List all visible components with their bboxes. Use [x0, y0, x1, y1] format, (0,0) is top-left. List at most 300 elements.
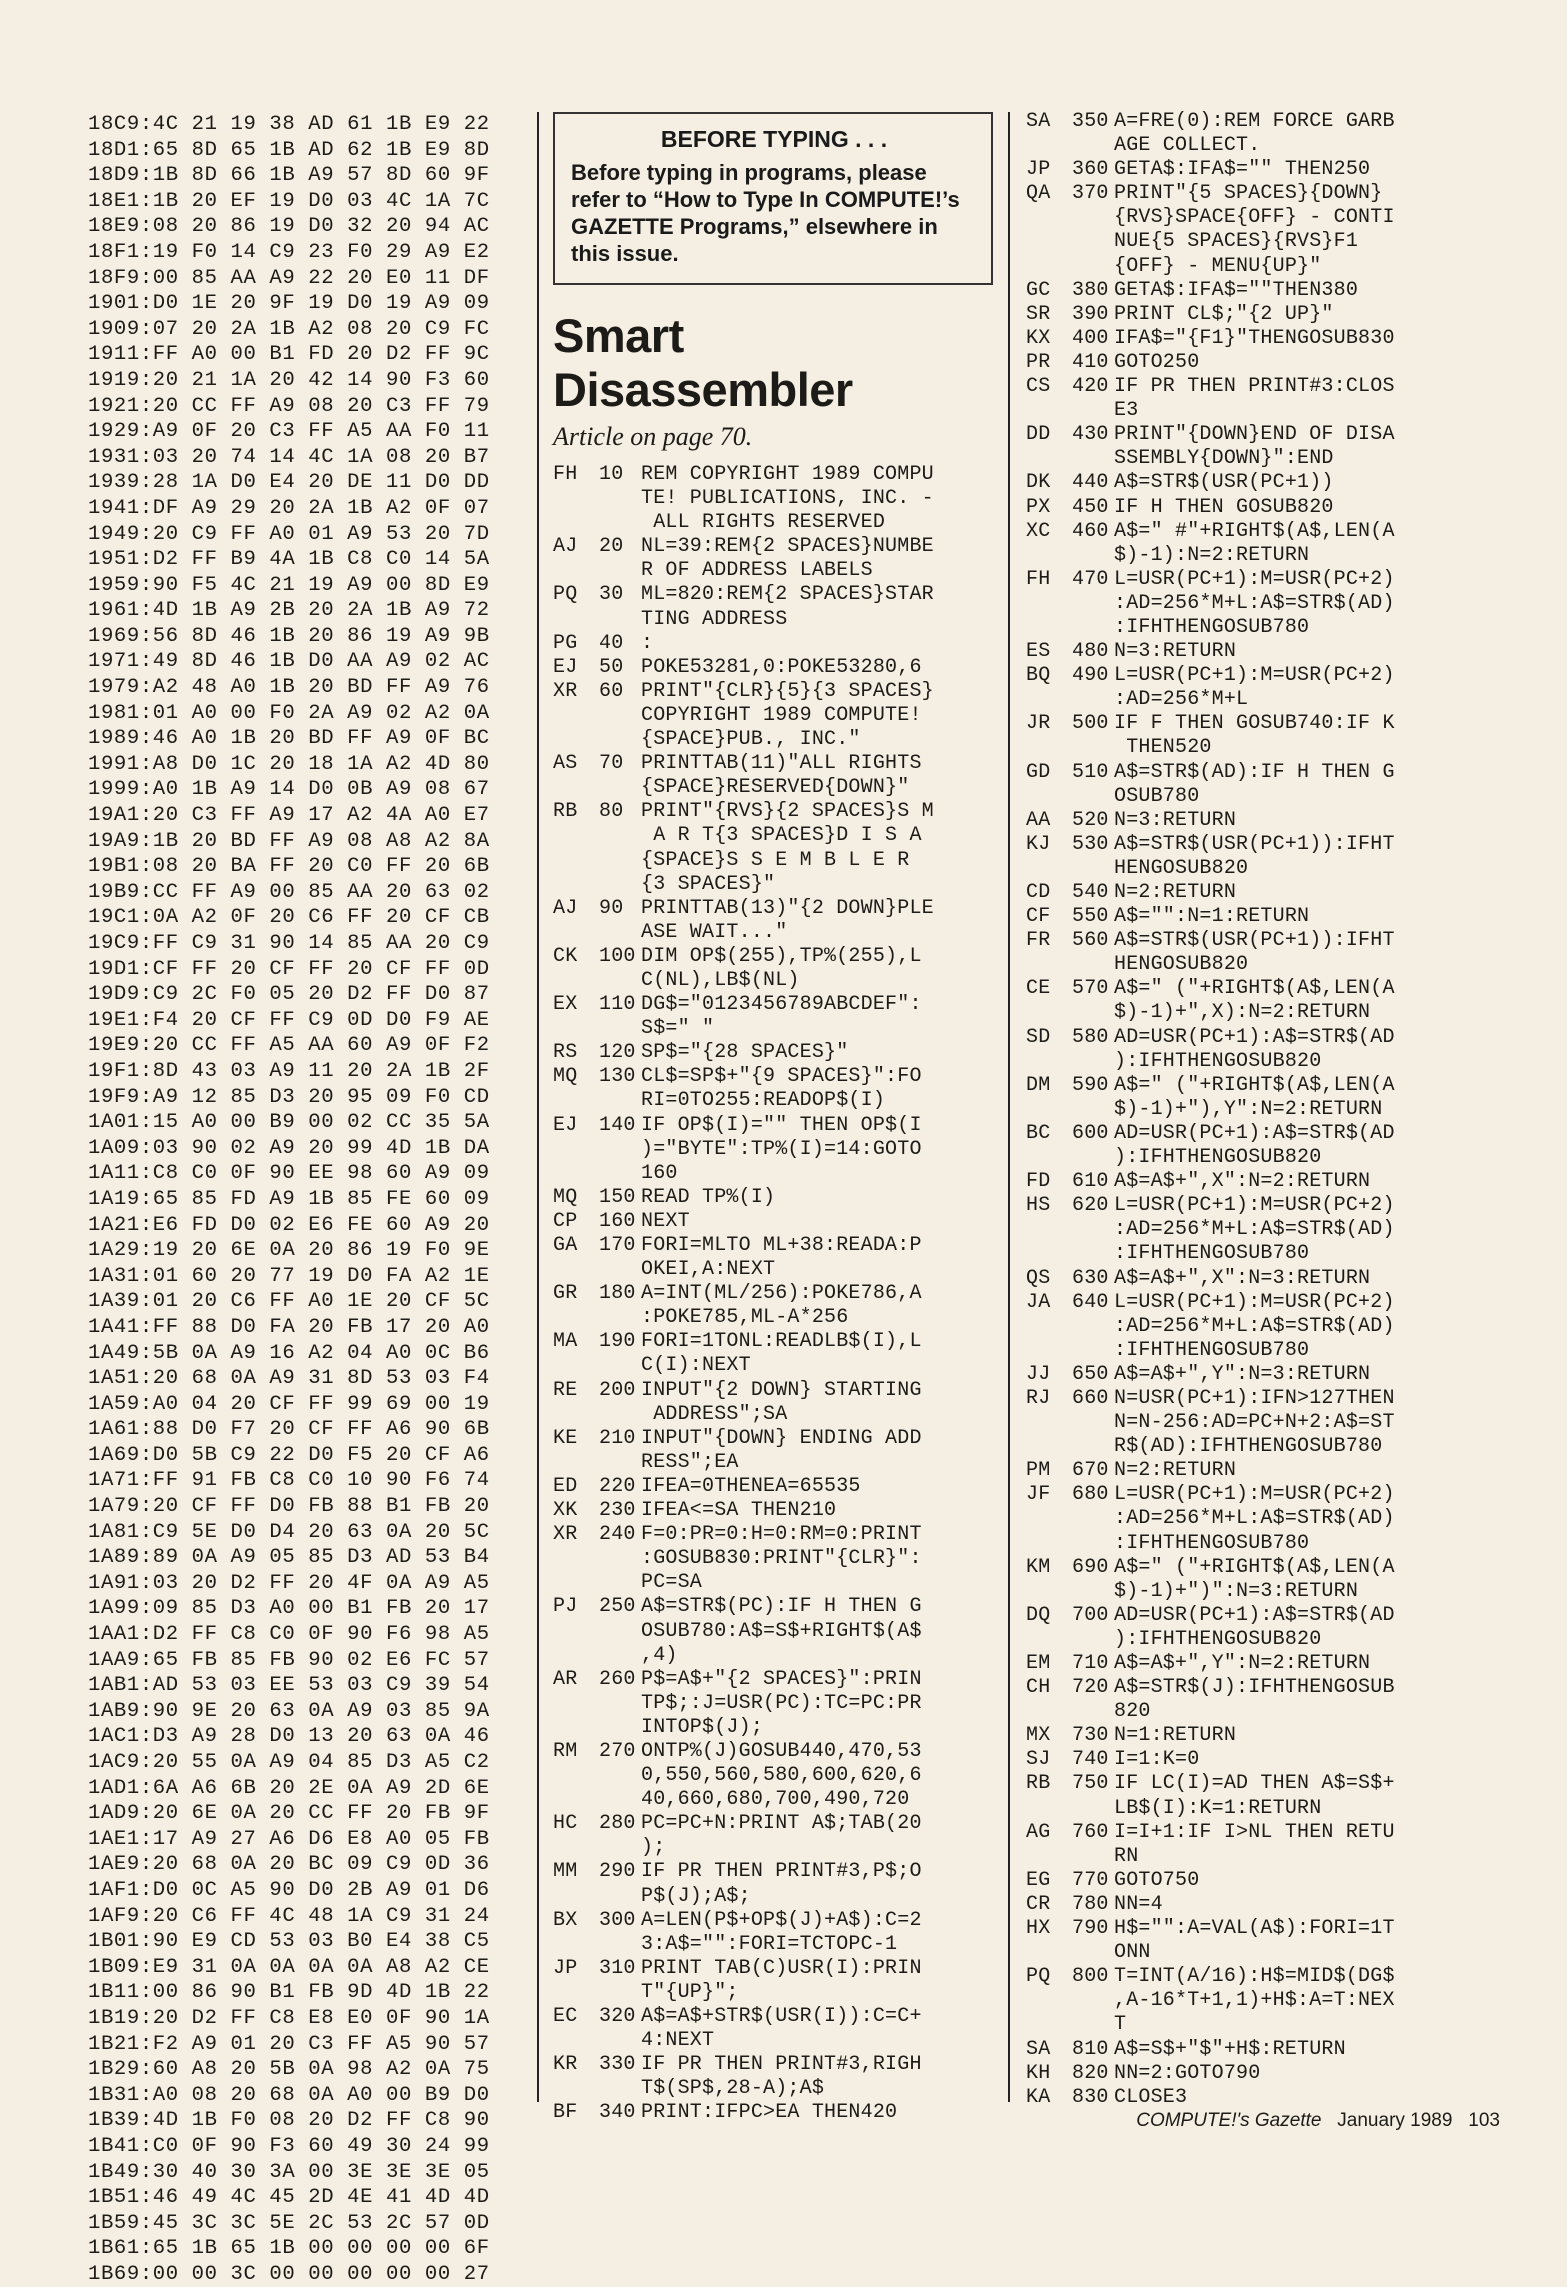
line-number: 820 — [1072, 2061, 1109, 2085]
hex-line: 1B49:30 40 30 3A 00 3E 3E 3E 05 — [88, 2160, 490, 2184]
listing-line — [1026, 1893, 1496, 1917]
listing-line — [1026, 1194, 1496, 1266]
listing-line — [1026, 1026, 1496, 1074]
code: IF PR THEN PRINT#3,RIGH T$(SP$,28-A);A$ — [641, 2053, 922, 2101]
code: N=3:RETURN — [1114, 808, 1237, 832]
line-number: 250 — [599, 1595, 636, 1619]
code: L=USR(PC+1):M=USR(PC+2) :AD=256*M+L:A$=STR$(AD) :IFHTHENGOSUB780 — [1114, 567, 1395, 639]
hex-line: 19A9:1B 20 BD FF A9 08 A8 A2 8A — [88, 829, 490, 853]
listing-line — [553, 1740, 993, 1812]
listing-line — [1026, 1122, 1496, 1170]
listing-line — [1026, 905, 1496, 929]
checksum: HX — [1026, 1917, 1051, 1941]
listing-line — [1026, 1170, 1496, 1194]
hex-line: 1A21:E6 FD D0 02 E6 FE 60 A9 20 — [88, 1213, 490, 1237]
code: N=2:RETURN — [1114, 1459, 1237, 1483]
listing-line — [553, 1523, 993, 1595]
line-number: 440 — [1072, 471, 1109, 495]
code: A$=A$+",Y":N=2:RETURN — [1114, 1652, 1371, 1675]
checksum: DM — [1026, 1073, 1051, 1097]
code: PRINTTAB(13)"{2 DOWN}PLE ASE WAIT..." — [641, 896, 934, 944]
listing-line — [1026, 568, 1496, 640]
code: I=1:K=0 — [1114, 1748, 1200, 1772]
code: IF LC(I)=AD THEN A$=S$+ LB$(I):K=1:RETURN — [1114, 1772, 1395, 1820]
listing-line — [553, 1330, 993, 1378]
line-number: 140 — [599, 1113, 636, 1137]
hex-line: 1959:90 F5 4C 21 19 A9 00 8D E9 — [88, 573, 490, 597]
line-number: 470 — [1072, 567, 1109, 591]
listing-line — [553, 945, 993, 993]
line-number: 680 — [1072, 1483, 1109, 1507]
hex-line: 19C1:0A A2 0F 20 C6 FF 20 CF CB — [88, 906, 490, 930]
listing-line — [553, 1282, 993, 1330]
listing-line — [1026, 833, 1496, 881]
line-number: 520 — [1072, 808, 1109, 832]
code: T=INT(A/16):H$=MID$(DG$ ,A-16*T+1,1)+H$:A=T:NEX T — [1114, 1965, 1395, 2037]
checksum: JP — [553, 1956, 578, 1980]
listing-line — [1026, 1965, 1496, 2037]
checksum: PQ — [553, 583, 578, 607]
listing-line — [1026, 2086, 1496, 2110]
listing-line — [1026, 809, 1496, 833]
line-number: 750 — [1072, 1772, 1109, 1796]
listing-line — [1026, 881, 1496, 905]
checksum: CD — [1026, 881, 1051, 904]
code: POKE53281,0:POKE53280,6 — [641, 655, 922, 679]
code: A$=" #"+RIGHT$(A$,LEN(A $)-1):N=2:RETURN — [1114, 519, 1395, 567]
line-number: 120 — [599, 1041, 636, 1065]
listing-line — [553, 1499, 993, 1523]
line-number: 260 — [599, 1667, 636, 1691]
checksum: MM — [553, 1860, 578, 1884]
code: CL$=SP$+"{9 SPACES}":FO RI=0TO255:READOP$(I) — [641, 1065, 922, 1113]
code: : — [641, 631, 654, 655]
line-number: 500 — [1072, 712, 1109, 736]
checksum: DD — [1026, 423, 1051, 447]
line-number: 670 — [1072, 1459, 1109, 1483]
line-number: 570 — [1072, 977, 1109, 1001]
hex-line: 1929:A9 0F 20 C3 FF A5 AA F0 11 — [88, 420, 490, 444]
checksum: MQ — [553, 1065, 578, 1089]
hex-line: 1A91:03 20 D2 FF 20 4F 0A A9 A5 — [88, 1571, 490, 1595]
line-number: 180 — [599, 1282, 636, 1306]
line-number: 220 — [599, 1474, 636, 1498]
hex-line: 1911:FF A0 00 B1 FD 20 D2 FF 9C — [88, 343, 490, 367]
code: A$=S$+"$"+H$:RETURN — [1114, 2037, 1346, 2061]
line-number: 200 — [599, 1378, 636, 1402]
line-number: 370 — [1072, 182, 1109, 206]
code: A$=A$+",X":N=3:RETURN — [1114, 1266, 1371, 1290]
code: GETA$:IFA$=""THEN380 — [1114, 278, 1359, 302]
code: A=LEN(P$+OP$(J)+A$):C=2 3:A$="":FORI=TCTOPC-1 — [641, 1908, 922, 1956]
line-number: 160 — [599, 1209, 636, 1233]
note-body: Before typing in programs, please refer to “How to Type In COMPUTE!’s GAZETTE Programs,” elsewhere in this issue. — [571, 160, 960, 266]
code: GOTO250 — [1114, 350, 1200, 374]
line-number: 190 — [599, 1330, 636, 1354]
code: A$=A$+",X":N=2:RETURN — [1114, 1170, 1371, 1194]
listing-line — [553, 1210, 993, 1234]
checksum: SR — [1026, 302, 1051, 326]
checksum: BX — [553, 1908, 578, 1932]
hex-line: 1B19:20 D2 FF C8 E8 E0 0F 90 1A — [88, 2006, 490, 2030]
code: REM COPYRIGHT 1989 COMPU TE! PUBLICATIONS, INC. - ALL RIGHTS RESERVED — [641, 463, 934, 535]
listing-line — [553, 2101, 993, 2125]
issue-date: January 1989 — [1337, 2110, 1453, 2131]
checksum: GR — [553, 1282, 578, 1306]
code: CLOSE3 — [1114, 2085, 1188, 2109]
hex-line: 19B1:08 20 BA FF 20 C0 FF 20 6B — [88, 855, 490, 879]
line-number: 630 — [1072, 1266, 1109, 1290]
hex-line: 1AE9:20 68 0A 20 BC 09 C9 0D 36 — [88, 1853, 490, 1877]
hex-line: 1A49:5B 0A A9 16 A2 04 A0 0C B6 — [88, 1341, 490, 1365]
code: A$=" ("+RIGHT$(A$,LEN(A $)-1)+")":N=3:RETURN — [1114, 1555, 1395, 1603]
checksum: QA — [1026, 182, 1051, 206]
page-footer — [1080, 2110, 1500, 2132]
line-number: 620 — [1072, 1194, 1109, 1218]
hex-line: 1B01:90 E9 CD 53 03 B0 E4 38 C5 — [88, 1930, 490, 1954]
listing-line — [553, 1668, 993, 1740]
code: NN=4 — [1114, 1892, 1163, 1916]
code: P$=A$+"{2 SPACES}":PRIN TP$;:J=USR(PC):TC=PC:PR INTOP$(J); — [641, 1667, 922, 1739]
listing-line — [1026, 158, 1496, 182]
code: A=FRE(0):REM FORCE GARB AGE COLLECT. — [1114, 110, 1395, 158]
checksum: CS — [1026, 375, 1051, 399]
hex-line: 1901:D0 1E 20 9F 19 D0 19 A9 09 — [88, 292, 490, 316]
checksum: KX — [1026, 326, 1051, 350]
code: AD=USR(PC+1):A$=STR$(AD ):IFHTHENGOSUB820 — [1114, 1121, 1395, 1170]
listing-line — [1026, 1821, 1496, 1869]
hex-line: 1B11:00 86 90 B1 FB 9D 4D 1B 22 — [88, 1981, 490, 2005]
checksum: AR — [553, 1667, 578, 1691]
line-number: 30 — [599, 583, 624, 607]
hex-line: 1AF1:D0 0C A5 90 D0 2B A9 01 D6 — [88, 1878, 490, 1902]
column-divider-right — [1008, 112, 1010, 2102]
code: N=1:RETURN — [1114, 1724, 1237, 1748]
code: A$=A$+",Y":N=3:RETURN — [1114, 1362, 1371, 1386]
checksum: BF — [553, 2101, 578, 2125]
checksum: XR — [553, 1523, 578, 1547]
code: FORI=1TONL:READLB$(I),L C(I):NEXT — [641, 1330, 922, 1378]
code: FORI=MLTO ML+38:READA:P OKEI,A:NEXT — [641, 1234, 922, 1282]
listing-line — [1026, 1363, 1496, 1387]
listing-line — [553, 1595, 993, 1667]
line-number: 610 — [1072, 1170, 1109, 1194]
code: F=0:PR=0:H=0:RM=0:PRINT :GOSUB830:PRINT"{CLR}": PC=SA — [641, 1523, 922, 1595]
hex-line: 1921:20 CC FF A9 08 20 C3 FF 79 — [88, 394, 490, 418]
checksum: KM — [1026, 1555, 1051, 1579]
listing-line — [1026, 423, 1496, 471]
checksum: SA — [1026, 2037, 1051, 2061]
hex-line: 18F9:00 85 AA A9 22 20 E0 11 DF — [88, 266, 490, 290]
line-number: 230 — [599, 1499, 636, 1523]
checksum: PJ — [553, 1595, 578, 1619]
code: A$=STR$(USR(PC+1)) — [1114, 471, 1334, 495]
listing-line — [1026, 664, 1496, 712]
hex-line: 1989:46 A0 1B 20 BD FF A9 0F BC — [88, 727, 490, 751]
checksum: EC — [553, 2005, 578, 2028]
listing-line — [1026, 1772, 1496, 1820]
hex-line: 18F1:19 F0 14 C9 23 F0 29 A9 E2 — [88, 240, 490, 264]
hex-line: 1A81:C9 5E D0 D4 20 63 0A 20 5C — [88, 1520, 490, 1544]
checksum: FD — [1026, 1170, 1051, 1194]
listing-line — [1026, 1387, 1496, 1459]
hex-line: 1AC9:20 55 0A A9 04 85 D3 A5 C2 — [88, 1751, 490, 1774]
line-number: 170 — [599, 1234, 636, 1257]
checksum: CF — [1026, 905, 1051, 929]
line-number: 700 — [1072, 1603, 1109, 1627]
checksum: JR — [1026, 712, 1051, 736]
checksum: AJ — [553, 535, 578, 559]
hex-line: 1919:20 21 1A 20 42 14 90 F3 60 — [88, 368, 490, 392]
checksum: JF — [1026, 1483, 1051, 1507]
checksum: SA — [1026, 110, 1051, 133]
code: A$=STR$(AD):IF H THEN G OSUB780 — [1114, 760, 1395, 808]
hex-line: 1941:DF A9 29 20 2A 1B A2 0F 07 — [88, 496, 490, 520]
line-number: 810 — [1072, 2037, 1109, 2061]
listing-line — [553, 800, 993, 896]
listing-line — [553, 1812, 993, 1860]
hex-line: 1B21:F2 A9 01 20 C3 FF A5 90 57 — [88, 2032, 490, 2056]
listing-line — [1026, 2062, 1496, 2086]
checksum: XR — [553, 679, 578, 703]
code: IFEA<=SA THEN210 — [641, 1499, 837, 1523]
checksum: EJ — [553, 655, 578, 679]
listing-line — [1026, 2038, 1496, 2062]
code: PRINT"{CLR}{5}{3 SPACES} COPYRIGHT 1989 COMPUTE! {SPACE}PUB., INC." — [641, 679, 934, 752]
hex-line: 1B09:E9 31 0A 0A 0A 0A A8 A2 CE — [88, 1955, 490, 1979]
hex-line: 1979:A2 48 A0 1B 20 BD FF A9 76 — [88, 676, 490, 700]
line-number: 350 — [1072, 110, 1109, 133]
hex-line: 1939:28 1A D0 E4 20 DE 11 D0 DD — [88, 471, 490, 495]
checksum: RE — [553, 1378, 578, 1402]
checksum: CR — [1026, 1892, 1051, 1916]
line-number: 340 — [599, 2101, 636, 2125]
line-number: 580 — [1072, 1025, 1109, 1049]
code: PRINT"{5 SPACES}{DOWN} {RVS}SPACE{OFF} - CONTI NUE{5 SPACES}{RVS}F1 {OFF} - MENU{UP}" — [1114, 182, 1395, 278]
listing-line — [553, 1114, 993, 1186]
checksum: RB — [553, 800, 578, 824]
code: GOTO750 — [1114, 1868, 1200, 1892]
hex-line: 1AD9:20 6E 0A 20 CC FF 20 FB 9F — [88, 1802, 490, 1826]
checksum: FH — [1026, 567, 1051, 591]
line-number: 460 — [1072, 519, 1109, 543]
code: I=I+1:IF I>NL THEN RETU RN — [1114, 1820, 1395, 1868]
listing-line — [553, 993, 993, 1041]
listing-line — [1026, 761, 1496, 809]
hex-line: 1A29:19 20 6E 0A 20 86 19 F0 9E — [88, 1239, 490, 1263]
page-title: Smart Disassembler — [553, 309, 853, 416]
code: AD=USR(PC+1):A$=STR$(AD ):IFHTHENGOSUB820 — [1114, 1603, 1395, 1651]
listing-line — [1026, 929, 1496, 977]
listing-line — [1026, 1459, 1496, 1483]
hex-line: 1AB1:AD 53 03 EE 53 03 C9 39 54 — [88, 1674, 490, 1698]
code: PRINT"{RVS}{2 SPACES}S M A R T{3 SPACES}D I S A {SPACE}S S E M B L E R {3 SPACES}" — [641, 800, 934, 896]
hex-line: 1B29:60 A8 20 5B 0A 98 A2 0A 75 — [88, 2058, 490, 2082]
listing-line — [553, 1041, 993, 1065]
line-number: 10 — [599, 463, 624, 486]
line-number: 390 — [1072, 302, 1109, 326]
listing-line — [553, 583, 993, 631]
code: L=USR(PC+1):M=USR(PC+2) :AD=256*M+L:A$=STR$(AD) :IFHTHENGOSUB780 — [1114, 1483, 1395, 1555]
hex-line: 1A19:65 85 FD A9 1B 85 FE 60 09 — [88, 1187, 490, 1211]
line-number: 410 — [1072, 350, 1109, 374]
listing-line — [1026, 1556, 1496, 1604]
line-number: 450 — [1072, 495, 1109, 519]
line-number: 540 — [1072, 881, 1109, 904]
code: A$=STR$(J):IFHTHENGOSUB 820 — [1114, 1676, 1395, 1724]
line-number: 430 — [1072, 423, 1109, 447]
checksum: AJ — [553, 896, 578, 920]
checksum: BC — [1026, 1121, 1051, 1145]
line-number: 280 — [599, 1812, 636, 1836]
listing-line — [553, 1427, 993, 1475]
listing-line — [1026, 303, 1496, 327]
code: AD=USR(PC+1):A$=STR$(AD ):IFHTHENGOSUB820 — [1114, 1025, 1395, 1073]
hex-dump-column — [88, 112, 526, 2287]
listing-line — [553, 1957, 993, 2005]
checksum: CP — [553, 1209, 578, 1233]
line-number: 740 — [1072, 1748, 1109, 1772]
line-number: 730 — [1072, 1724, 1109, 1748]
hex-line: 1999:A0 1B A9 14 D0 0B A9 08 67 — [88, 778, 490, 802]
hex-line: 19D1:CF FF 20 CF FF 20 CF FF 0D — [88, 957, 490, 981]
checksum: MX — [1026, 1724, 1051, 1748]
code: IF PR THEN PRINT#3,P$;O P$(J);A$; — [641, 1860, 922, 1908]
line-number: 720 — [1072, 1676, 1109, 1700]
listing-line — [1026, 520, 1496, 568]
code: PRINTTAB(11)"ALL RIGHTS {SPACE}RESERVED{DOWN}" — [641, 752, 922, 800]
checksum: BQ — [1026, 664, 1051, 688]
listing-line — [1026, 110, 1496, 158]
listing-line — [553, 1860, 993, 1908]
checksum: RJ — [1026, 1386, 1051, 1410]
basic-listing-part-1 — [553, 463, 993, 2125]
line-number: 590 — [1072, 1073, 1109, 1097]
listing-line — [1026, 1652, 1496, 1676]
hex-line: 1B41:C0 0F 90 F3 60 49 30 24 99 — [88, 2134, 490, 2158]
listing-line — [1026, 1267, 1496, 1291]
listing-line — [1026, 279, 1496, 303]
listing-line — [553, 656, 993, 680]
checksum: GC — [1026, 278, 1051, 302]
line-number: 710 — [1072, 1652, 1109, 1675]
checksum: PG — [553, 631, 578, 655]
line-number: 640 — [1072, 1290, 1109, 1314]
hex-line: 18E9:08 20 86 19 D0 32 20 94 AC — [88, 215, 490, 239]
hex-line: 19D9:C9 2C F0 05 20 D2 FF D0 87 — [88, 983, 490, 1007]
checksum: RM — [553, 1739, 578, 1763]
line-number: 320 — [599, 2005, 636, 2028]
listing-line — [1026, 351, 1496, 375]
checksum: SD — [1026, 1025, 1051, 1049]
code: A$=" ("+RIGHT$(A$,LEN(A $)-1)+"),Y":N=2:RETURN — [1114, 1073, 1395, 1121]
listing-line — [1026, 1869, 1496, 1893]
hex-line: 1991:A8 D0 1C 20 18 1A A2 4D 80 — [88, 752, 490, 776]
line-number: 550 — [1072, 905, 1109, 929]
line-number: 300 — [599, 1908, 636, 1932]
checksum: CE — [1026, 977, 1051, 1001]
checksum: AA — [1026, 808, 1051, 832]
hex-line: 18C9:4C 21 19 38 AD 61 1B E9 22 — [88, 113, 490, 136]
line-number: 770 — [1072, 1868, 1109, 1892]
line-number: 600 — [1072, 1121, 1109, 1145]
code: A=INT(ML/256):POKE786,A :POKE785,ML-A*256 — [641, 1282, 922, 1330]
hex-line: 1971:49 8D 46 1B D0 AA A9 02 AC — [88, 650, 490, 674]
listing-line — [1026, 182, 1496, 278]
code: H$="":A=VAL(A$):FORI=1T ONN — [1114, 1917, 1395, 1965]
code: L=USR(PC+1):M=USR(PC+2) :AD=256*M+L — [1114, 664, 1395, 712]
code: A$=A$+STR$(USR(I)):C=C+ 4:NEXT — [641, 2005, 922, 2053]
checksum: KJ — [1026, 832, 1051, 856]
listing-line — [553, 1475, 993, 1499]
code: PC=PC+N:PRINT A$;TAB(20 ); — [641, 1812, 922, 1860]
hex-line: 19F1:8D 43 03 A9 11 20 2A 1B 2F — [88, 1059, 490, 1083]
checksum: PM — [1026, 1459, 1051, 1483]
hex-line: 1B39:4D 1B F0 08 20 D2 FF C8 90 — [88, 2109, 490, 2133]
line-number: 530 — [1072, 832, 1109, 856]
hex-line: 18E1:1B 20 EF 19 D0 03 4C 1A 7C — [88, 189, 490, 213]
line-number: 290 — [599, 1860, 636, 1884]
line-number: 60 — [599, 679, 624, 703]
checksum: AG — [1026, 1820, 1051, 1844]
hex-line: 1A79:20 CF FF D0 FB 88 B1 FB 20 — [88, 1495, 490, 1519]
code: GETA$:IFA$="" THEN250 — [1114, 158, 1371, 182]
hex-line: 1A51:20 68 0A A9 31 8D 53 03 F4 — [88, 1367, 490, 1391]
hex-line: 19A1:20 C3 FF A9 17 A2 4A A0 E7 — [88, 804, 490, 828]
note-title: BEFORE TYPING . . . — [660, 126, 888, 152]
listing-line — [1026, 1483, 1496, 1555]
line-number: 130 — [599, 1065, 636, 1089]
checksum: XC — [1026, 519, 1051, 543]
hex-line: 1A69:D0 5B C9 22 D0 F5 20 CF A6 — [88, 1443, 490, 1467]
line-number: 100 — [599, 944, 636, 968]
listing-line — [553, 535, 993, 583]
hex-line: 1AF9:20 C6 FF 4C 48 1A C9 31 24 — [88, 1904, 490, 1928]
listing-line — [1026, 977, 1496, 1025]
line-number: 80 — [599, 800, 624, 824]
listing-line — [1026, 1724, 1496, 1748]
listing-line — [1026, 1604, 1496, 1652]
checksum: HS — [1026, 1194, 1051, 1218]
listing-column-middle — [553, 112, 993, 2125]
code: IFA$="{F1}"THENGOSUB830 — [1114, 326, 1395, 350]
code: INPUT"{DOWN} ENDING ADD RESS";EA — [641, 1426, 922, 1474]
hex-line: 1A61:88 D0 F7 20 CF FF A6 90 6B — [88, 1418, 490, 1442]
line-number: 360 — [1072, 158, 1109, 182]
checksum: SJ — [1026, 1748, 1051, 1772]
line-number: 40 — [599, 631, 624, 655]
checksum: CH — [1026, 1676, 1051, 1700]
hex-line: 1A89:89 0A A9 05 85 D3 AD 53 B4 — [88, 1546, 490, 1570]
listing-line — [553, 752, 993, 800]
checksum: PX — [1026, 495, 1051, 519]
code: A$=STR$(USR(PC+1)):IFHT HENGOSUB820 — [1114, 929, 1395, 977]
listing-line — [553, 1909, 993, 1957]
hex-line: 1AE1:17 A9 27 A6 D6 E8 A0 05 FB — [88, 1827, 490, 1851]
hex-line: 1AA1:D2 FF C8 C0 0F 90 F6 98 A5 — [88, 1623, 490, 1647]
hex-line: 1B31:A0 08 20 68 0A A0 00 B9 D0 — [88, 2083, 490, 2107]
checksum: FH — [553, 463, 578, 486]
line-number: 330 — [599, 2053, 636, 2077]
line-number: 480 — [1072, 640, 1109, 664]
checksum: DK — [1026, 471, 1051, 495]
code: DIM OP$(255),TP%(255),L C(NL),LB$(NL) — [641, 944, 922, 992]
code: IF H THEN GOSUB820 — [1114, 495, 1334, 519]
code: PRINT CL$;"{2 UP}" — [1114, 302, 1334, 326]
line-number: 510 — [1072, 760, 1109, 784]
hex-line: 1A39:01 20 C6 FF A0 1E 20 CF 5C — [88, 1290, 490, 1314]
code: DG$="0123456789ABCDEF": S$=" " — [641, 993, 922, 1041]
